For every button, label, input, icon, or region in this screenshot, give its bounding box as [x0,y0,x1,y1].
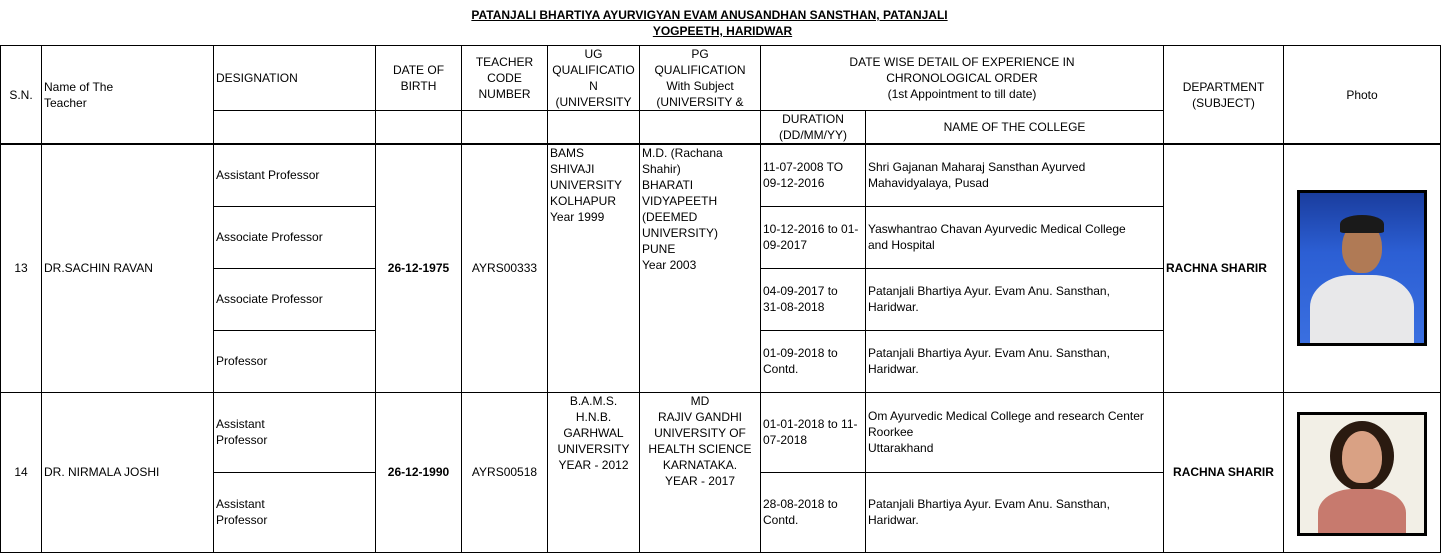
person-photo-icon [1297,190,1427,346]
duration: 28-08-2018 to Contd. [761,472,866,552]
college-name: Patanjali Bhartiya Ayur. Evam Anu. Sansthan, Haridwar. [866,472,1164,552]
photo-cell [1284,144,1441,392]
teacher-name: DR.SACHIN RAVAN [42,144,214,392]
person-photo-icon [1297,412,1427,536]
duration: 10-12-2016 to 01- 09-2017 [761,206,866,268]
header-photo: Photo [1284,46,1441,145]
teacher-code: AYRS00333 [462,144,548,392]
designation: Assistant Professor [214,144,376,206]
duration: 01-01-2018 to 11- 07-2018 [761,392,866,472]
header-ug: UG QUALIFICATIO N (UNIVERSITY [548,46,640,111]
pg-qualification: MD RAJIV GANDHI UNIVERSITY OF HEALTH SCIENCE KARNATAKA. YEAR - 2017 [640,392,761,552]
designation: Associate Professor [214,268,376,330]
ug-qualification: BAMS SHIVAJI UNIVERSITY KOLHAPUR Year 1999 [548,144,640,392]
header-experience: DATE WISE DETAIL OF EXPERIENCE IN CHRONOLOGICAL ORDER (1st Appointment to till date) [761,46,1164,111]
ug-qualification: B.A.M.S. H.N.B. GARHWAL UNIVERSITY YEAR - 2012 [548,392,640,552]
designation: Professor [214,330,376,392]
photo-cell [1284,392,1441,552]
duration: 01-09-2018 to Contd. [761,330,866,392]
duration: 11-07-2008 TO 09-12-2016 [761,144,866,206]
college-name: Om Ayurvedic Medical College and research Center Roorkee Uttarakhand [866,392,1164,472]
header-dob: DATE OF BIRTH [376,46,462,111]
header-department: DEPARTMENT (SUBJECT) [1164,46,1284,145]
designation: Associate Professor [214,206,376,268]
teacher-sn: 13 [1,144,42,392]
teacher-code: AYRS00518 [462,392,548,552]
duration: 04-09-2017 to 31-08-2018 [761,268,866,330]
teacher-name: DR. NIRMALA JOSHI [42,392,214,552]
designation: Assistant Professor [214,472,376,552]
header-college: NAME OF THE COLLEGE [866,111,1164,145]
header-blank [462,111,548,145]
college-name: Shri Gajanan Maharaj Sansthan Ayurved Mahavidyalaya, Pusad [866,144,1164,206]
header-blank [640,111,761,145]
college-name: Patanjali Bhartiya Ayur. Evam Anu. Sansthan, Haridwar. [866,268,1164,330]
header-designation: DESIGNATION [214,46,376,111]
header-name: Name of The Teacher [42,46,214,145]
teacher-department: RACHNA SHARIR [1164,392,1284,552]
header-duration: DURATION (DD/MM/YY) [761,111,866,145]
teacher-dob: 26-12-1990 [376,392,462,552]
header-blank [376,111,462,145]
header-pg: PG QUALIFICATION With Subject (UNIVERSITY & [640,46,761,111]
teacher-table [0,45,1441,553]
teacher-department: RACHNA SHARIR [1164,144,1284,392]
teacher-sn: 14 [1,392,42,552]
header-blank [548,111,640,145]
pg-qualification: M.D. (Rachana Shahir) BHARATI VIDYAPEETH (DEEMED UNIVERSITY) PUNE Year 2003 [640,144,761,392]
college-name: Patanjali Bhartiya Ayur. Evam Anu. Sansthan, Haridwar. [866,330,1164,392]
header-code: TEACHER CODE NUMBER [462,46,548,111]
header-blank [214,111,376,145]
document-title-line1: PATANJALI BHARTIYA AYURVIGYAN EVAM ANUSANDHAN SANSTHAN, PATANJALI [471,8,948,22]
document-title-line2: YOGPEETH, HARIDWAR [652,24,793,38]
designation: Assistant Professor [214,392,376,472]
header-sn: S.N. [1,46,42,145]
teacher-dob: 26-12-1975 [376,144,462,392]
college-name: Yaswhantrao Chavan Ayurvedic Medical College and Hospital [866,206,1164,268]
